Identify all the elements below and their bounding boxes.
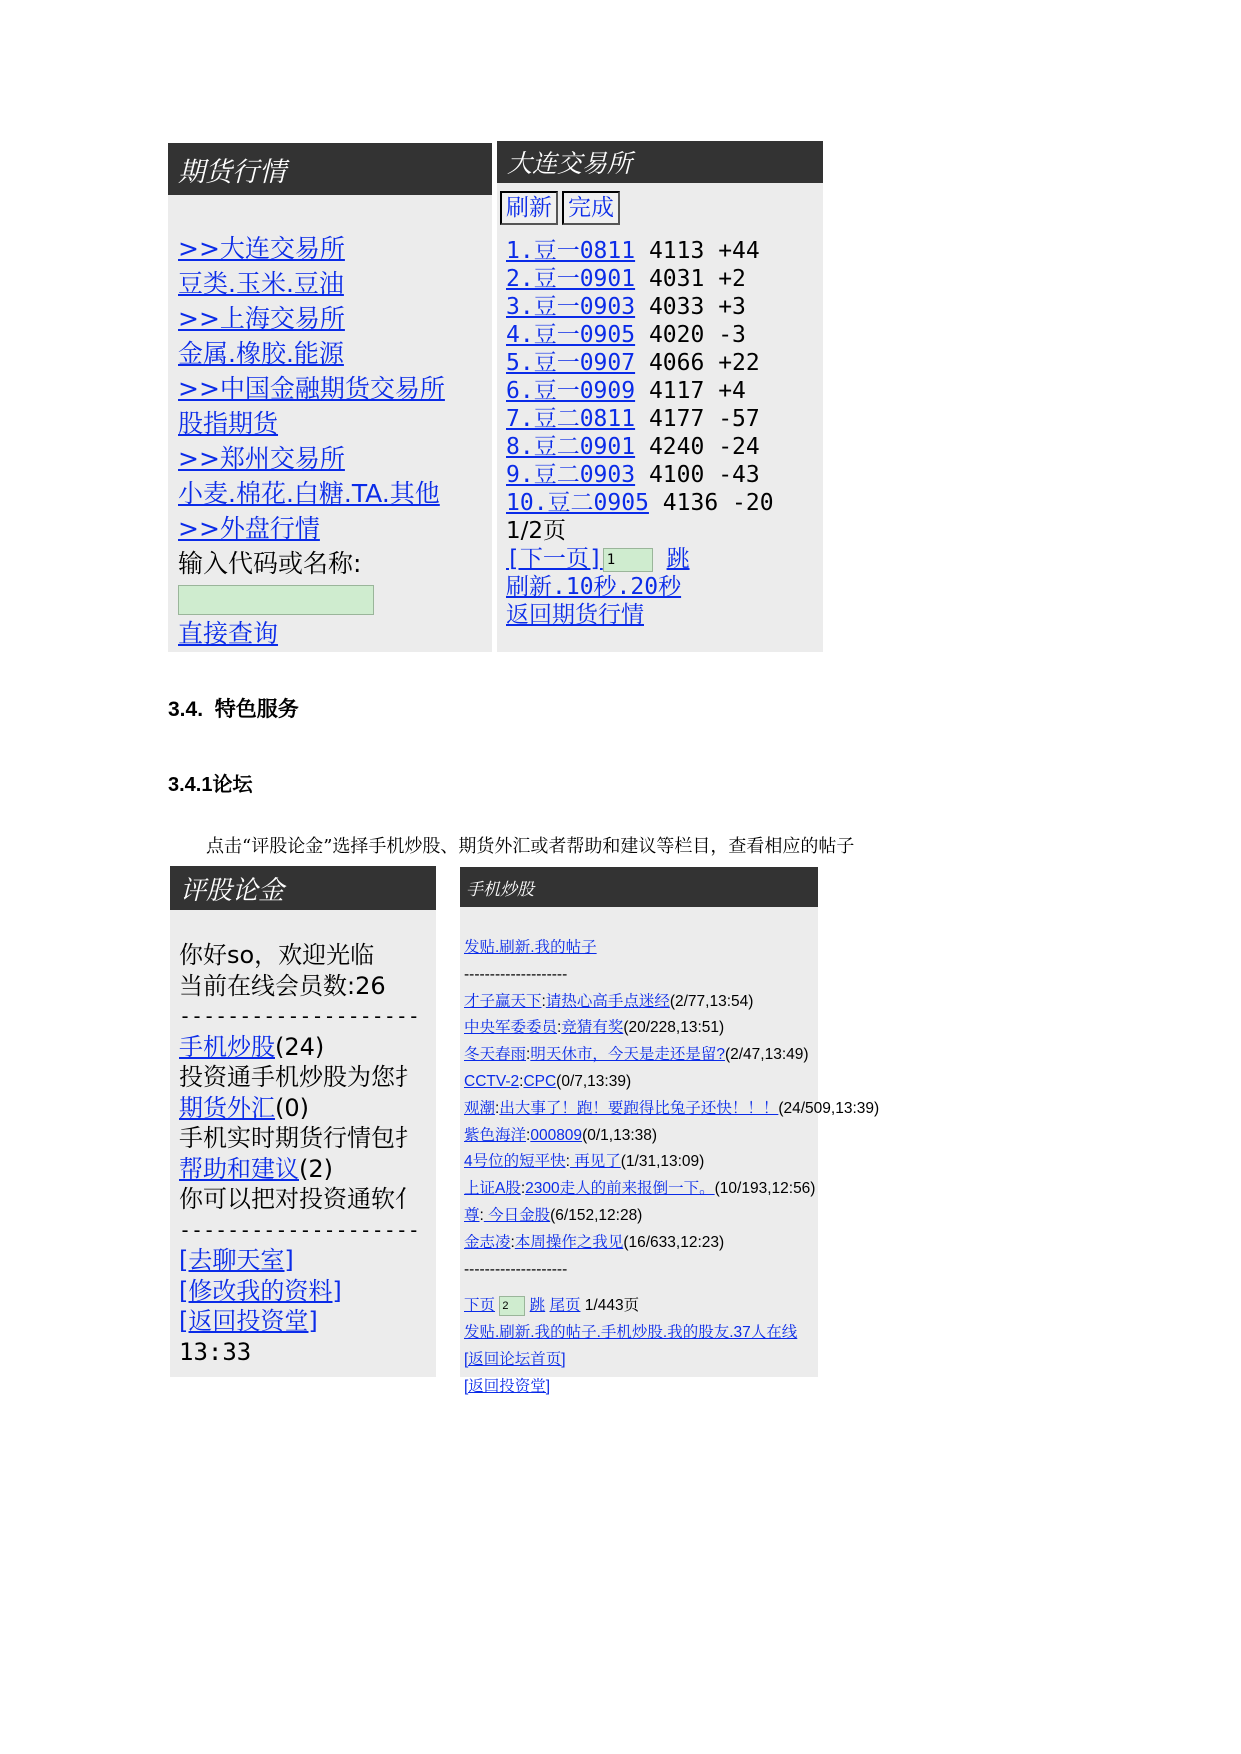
post-subject-link[interactable]: 请热心高手点迷经 xyxy=(545,992,670,1010)
quote-link[interactable]: 7.豆二0811 xyxy=(506,406,636,432)
forum-title: 评股论金 xyxy=(180,875,285,906)
section-desc: 投资通手机炒股为您扌 xyxy=(179,1063,419,1091)
futures-screen xyxy=(168,143,492,652)
post-row xyxy=(464,989,818,1016)
quote-change: +3 xyxy=(718,294,746,320)
quote-change: +4 xyxy=(718,378,746,404)
quote-change: +44 xyxy=(718,238,760,264)
post-separator: : xyxy=(510,1233,515,1251)
quote-row xyxy=(506,461,823,489)
page-info: 1/2页 xyxy=(506,518,567,544)
link-cffex[interactable]: >>中国金融期货交易所 xyxy=(178,374,445,403)
post-meta: (2/77,13:54) xyxy=(669,992,754,1010)
divider: -------------------- xyxy=(464,1260,568,1278)
post-row xyxy=(464,1123,818,1150)
post-subject-link[interactable]: 今日金股 xyxy=(483,1206,551,1224)
link-shanghai-products[interactable]: 金属.橡胶.能源 xyxy=(178,339,344,368)
refresh-button[interactable]: 刷新 xyxy=(500,191,558,225)
post-meta: (0/1,13:38) xyxy=(582,1126,658,1144)
next-page-link[interactable]: [下一页] xyxy=(506,546,603,572)
post-meta: (6/152,12:28) xyxy=(550,1206,643,1224)
divider: -------------------- xyxy=(464,965,568,983)
post-row xyxy=(464,1042,818,1069)
post-author-link[interactable]: 上证A股 xyxy=(464,1180,521,1198)
edit-profile-link[interactable]: [修改我的资料] xyxy=(179,1276,342,1305)
quote-change: -43 xyxy=(718,462,760,488)
quote-row xyxy=(506,377,823,405)
link-foreign-markets[interactable]: >>外盘行情 xyxy=(178,514,320,543)
section-link-futures-forex[interactable]: 期货外汇 xyxy=(179,1093,275,1122)
clock-time: 13:33 xyxy=(179,1337,252,1366)
post-meta: (1/31,13:09) xyxy=(620,1153,705,1171)
bottom-nav-links[interactable]: 发贴.刷新.我的帖子.手机炒股.我的股友.37人在线 xyxy=(464,1324,798,1342)
quote-link[interactable]: 10.豆二0905 xyxy=(506,490,649,516)
link-shanghai-exchange[interactable]: >>上海交易所 xyxy=(178,304,345,333)
quote-row xyxy=(506,321,823,349)
quote-change: +2 xyxy=(718,266,746,292)
back-investment-hall-link[interactable]: [返回投资堂] xyxy=(464,1377,551,1395)
post-row xyxy=(464,1149,818,1176)
link-stock-index-futures[interactable]: 股指期货 xyxy=(178,409,279,438)
post-meta: (24/509,13:39) xyxy=(778,1099,880,1117)
section-count: (24) xyxy=(275,1032,325,1061)
post-subject-link[interactable]: 本周操作之我见 xyxy=(514,1233,624,1251)
quote-change: +22 xyxy=(718,350,760,376)
post-meta: (0/7,13:39) xyxy=(556,1072,632,1090)
post-separator: : xyxy=(526,1126,531,1144)
done-button[interactable]: 完成 xyxy=(562,191,620,225)
quote-price: 4240 xyxy=(648,434,705,460)
section-count: (0) xyxy=(275,1093,309,1122)
quote-price: 4177 xyxy=(648,406,705,432)
post-subject-link[interactable]: 再见了 xyxy=(569,1153,621,1171)
post-meta: (20/228,13:51) xyxy=(623,1019,725,1037)
quote-link[interactable]: 8.豆二0901 xyxy=(506,434,636,460)
quote-price: 4113 xyxy=(648,238,705,264)
quote-change: -57 xyxy=(718,406,760,432)
greeting-text: 你好so，欢迎光临 xyxy=(179,941,375,969)
page-jump-input[interactable]: 1 xyxy=(603,548,653,572)
post-subject-link[interactable]: 出大事了！跑！要跑得比兔子还快！！！ xyxy=(499,1099,779,1117)
post-subject-link[interactable]: CPC xyxy=(523,1072,557,1090)
chat-room-link[interactable]: [去聊天室] xyxy=(179,1246,294,1274)
post-author-link[interactable]: CCTV-2 xyxy=(464,1072,520,1090)
divider: -------------------- xyxy=(179,1217,420,1242)
dalian-title: 大连交易所 xyxy=(507,149,633,178)
quote-price: 4031 xyxy=(648,266,705,292)
code-search-input[interactable] xyxy=(178,585,374,615)
quote-link[interactable]: 2.豆一0901 xyxy=(506,266,636,292)
post-separator: : xyxy=(565,1153,570,1171)
post-meta: (2/47,13:49) xyxy=(724,1046,809,1064)
quote-row xyxy=(506,433,823,461)
quote-price: 4020 xyxy=(648,322,705,348)
post-separator: : xyxy=(520,1180,526,1198)
section-desc: 手机实时期货行情包扌 xyxy=(179,1124,419,1152)
post-row xyxy=(464,1096,880,1123)
post-row xyxy=(464,1230,818,1257)
post-separator: : xyxy=(541,992,546,1010)
section-link-stocks[interactable]: 手机炒股 xyxy=(179,1032,275,1061)
subsection-heading: 3.4.1论坛 xyxy=(168,774,253,796)
quote-link[interactable]: 1.豆一0811 xyxy=(506,238,636,264)
back-to-hall-link[interactable]: [返回投资堂] xyxy=(179,1307,318,1335)
dalian-title-bar xyxy=(497,141,823,183)
link-zhengzhou-exchange[interactable]: >>郑州交易所 xyxy=(178,444,345,473)
link-dalian-exchange[interactable]: >>大连交易所 xyxy=(178,234,345,263)
post-row xyxy=(464,1069,818,1096)
post-separator: : xyxy=(519,1072,524,1090)
stock-forum-screen xyxy=(460,867,880,1395)
quote-change: -24 xyxy=(718,434,760,460)
quote-link[interactable]: 6.豆一0909 xyxy=(506,378,636,404)
quote-row xyxy=(506,293,823,321)
post-separator: : xyxy=(479,1206,484,1224)
post-author-link[interactable]: 观潮 xyxy=(464,1099,496,1117)
back-forum-home-link[interactable]: [返回论坛首页] xyxy=(464,1350,566,1368)
stock-title: 手机炒股 xyxy=(466,879,534,900)
forum-screen xyxy=(170,866,436,1377)
section-count: (2) xyxy=(299,1154,333,1183)
section-link-help[interactable]: 帮助和建议 xyxy=(179,1154,299,1183)
dalian-screen xyxy=(497,141,823,652)
post-separator: : xyxy=(557,1019,562,1037)
last-page-link[interactable]: 尾页 xyxy=(549,1297,581,1315)
quote-row xyxy=(506,349,823,377)
quote-price: 4066 xyxy=(648,350,705,376)
quote-row xyxy=(506,405,823,433)
quote-price: 4033 xyxy=(648,294,705,320)
futures-title: 期货行情 xyxy=(178,156,286,188)
quote-price: 4117 xyxy=(648,378,705,404)
post-row xyxy=(464,1015,818,1042)
code-input-label: 输入代码或名称: xyxy=(178,549,362,578)
page-jump-input[interactable]: 2 xyxy=(499,1296,525,1316)
next-page-link[interactable]: 下页 xyxy=(464,1297,496,1315)
section-heading: 3.4. 特色服务 xyxy=(168,698,299,721)
forum-title-bar xyxy=(170,866,436,910)
post-separator: : xyxy=(526,1046,531,1064)
link-zhengzhou-products[interactable]: 小麦.棉花.白糖.TA.其他 xyxy=(178,479,440,508)
post-author-link[interactable]: 中央军委委员 xyxy=(464,1019,558,1037)
stock-title-bar xyxy=(460,867,818,907)
quote-link[interactable]: 4.豆一0905 xyxy=(506,322,636,348)
refresh-interval-links[interactable]: 刷新.10秒.20秒 xyxy=(506,574,682,600)
quote-row xyxy=(506,489,823,517)
quote-link[interactable]: 3.豆一0903 xyxy=(506,294,636,320)
quote-link[interactable]: 9.豆二0903 xyxy=(506,462,636,488)
divider: -------------------- xyxy=(179,1004,420,1028)
post-subject-link[interactable]: 000809 xyxy=(530,1126,583,1144)
post-author-link[interactable]: 冬天春雨 xyxy=(464,1046,527,1064)
futures-title-bar xyxy=(168,143,492,195)
link-dalian-products[interactable]: 豆类.玉米.豆油 xyxy=(178,269,344,298)
post-author-link[interactable]: 才子赢天下 xyxy=(464,992,542,1010)
post-meta: (10/193,12:56) xyxy=(714,1180,816,1198)
post-row xyxy=(464,1203,818,1230)
post-author-link[interactable]: 尊 xyxy=(464,1206,480,1224)
quote-change: -20 xyxy=(732,490,774,516)
post-author-link[interactable]: 4号位的短平快 xyxy=(464,1153,566,1171)
quote-row xyxy=(506,237,823,265)
direct-query-link[interactable]: 直接查询 xyxy=(178,619,279,648)
post-author-link[interactable]: 金志凌 xyxy=(464,1233,511,1251)
quote-link[interactable]: 5.豆一0907 xyxy=(506,350,636,376)
post-subject-link[interactable]: 明天休市，今天是走还是留? xyxy=(530,1046,725,1064)
post-meta: (16/633,12:23) xyxy=(623,1233,725,1251)
quote-row xyxy=(506,265,823,293)
post-author-link[interactable]: 紫色海洋 xyxy=(464,1126,527,1144)
top-nav-links[interactable]: 发贴.刷新.我的帖子 xyxy=(464,939,597,956)
post-row xyxy=(464,1176,818,1203)
jump-link[interactable]: 跳 xyxy=(529,1297,546,1315)
post-separator: : xyxy=(495,1099,500,1117)
section-desc: 你可以把对投资通软亻 xyxy=(179,1185,419,1213)
quote-change: -3 xyxy=(718,322,746,348)
jump-link[interactable]: 跳 xyxy=(666,546,690,572)
online-members: 当前在线会员数:26 xyxy=(179,971,386,1000)
back-to-futures-link[interactable]: 返回期货行情 xyxy=(506,602,644,628)
quote-price: 4136 xyxy=(662,490,719,516)
post-subject-link[interactable]: 2300走人的前来报倒一下。 xyxy=(525,1180,715,1198)
post-subject-link[interactable]: 竞猜有奖 xyxy=(561,1019,624,1037)
quote-price: 4100 xyxy=(648,462,705,488)
page-info: 1/443页 xyxy=(584,1297,640,1315)
body-paragraph: 点击“评股论金”选择手机炒股、期货外汇或者帮助和建议等栏目，查看相应的帖子 xyxy=(206,836,855,857)
